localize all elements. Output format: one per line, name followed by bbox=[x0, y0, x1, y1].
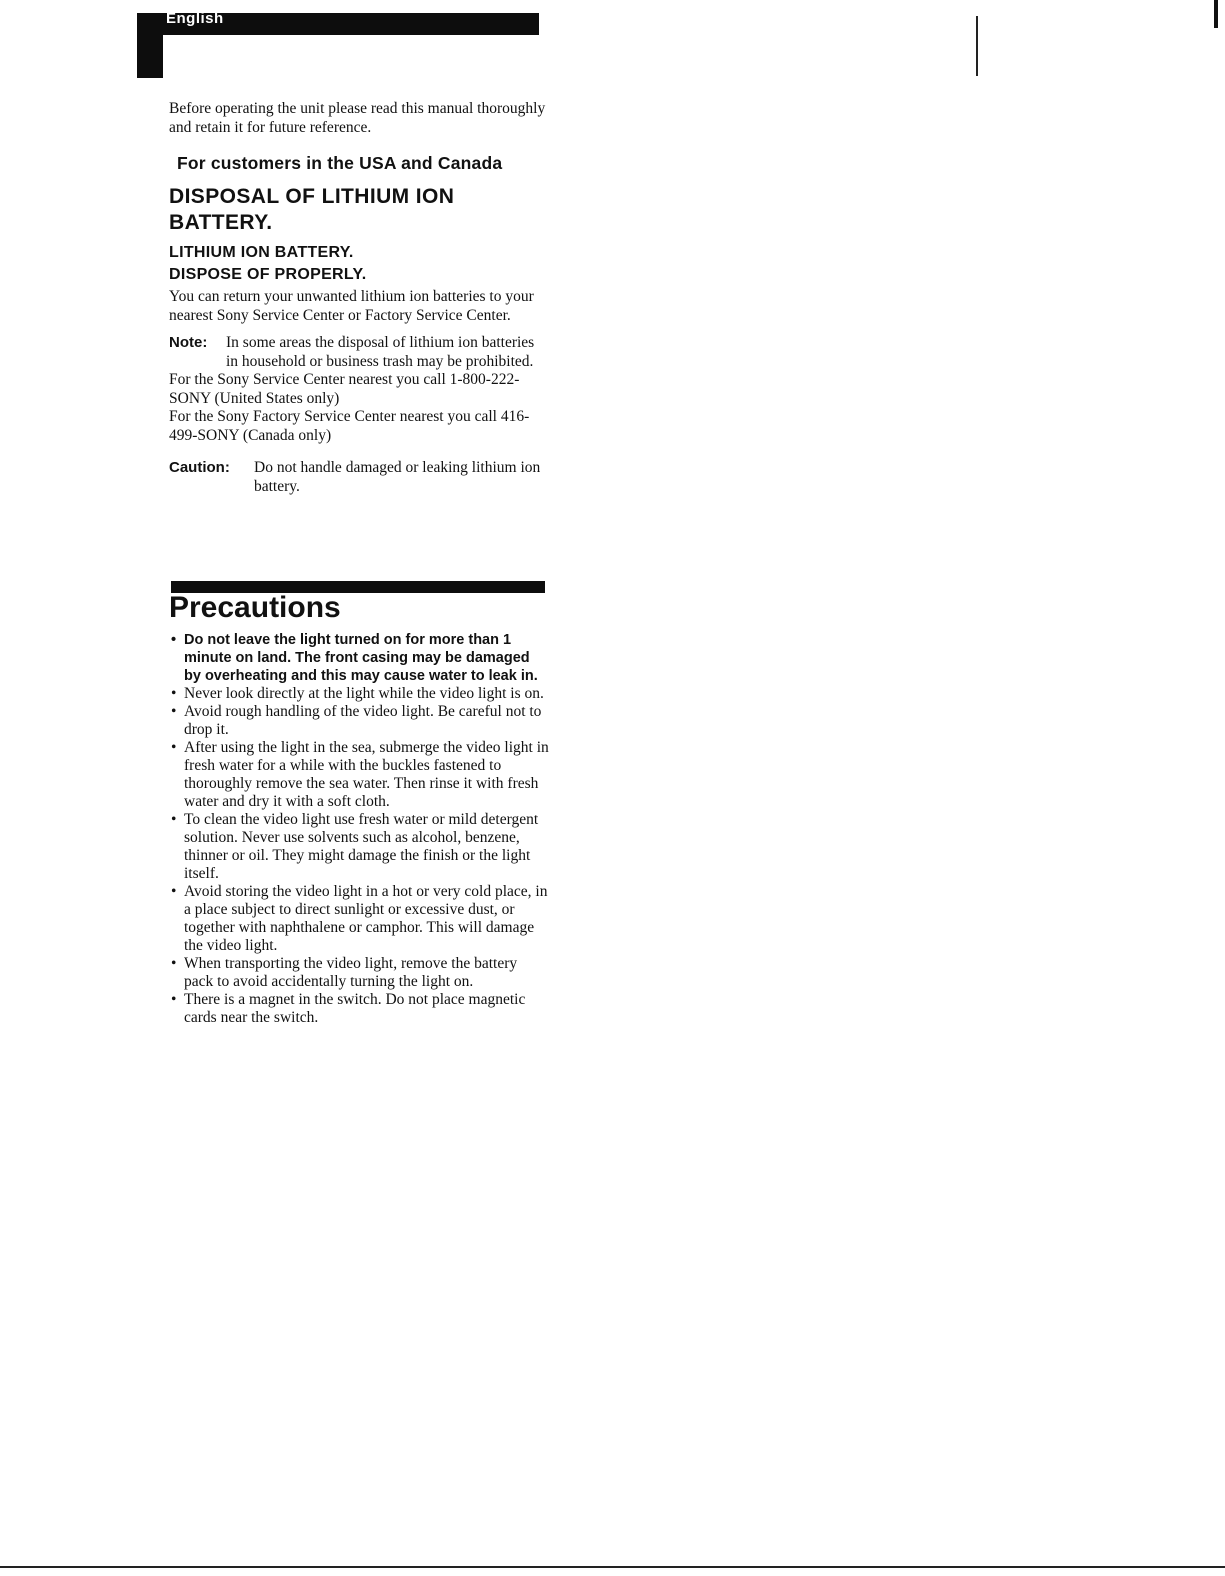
bullet-icon: • bbox=[171, 632, 177, 648]
list-item-text: Never look directly at the light while the video light is on. bbox=[184, 685, 544, 702]
disposal-section bbox=[169, 100, 549, 496]
language-header-tab bbox=[137, 13, 163, 78]
bullet-icon: • bbox=[171, 883, 177, 900]
disposal-heading: DISPOSAL OF LITHIUM ION BATTERY. bbox=[169, 185, 455, 234]
bullet-icon: • bbox=[171, 811, 177, 828]
disposal-body: You can return your unwanted lithium ion batteries to your nearest Sony Service Center or Factory Service Center. bbox=[169, 288, 534, 324]
intro-text: Before operating the unit please read this manual thoroughly and retain it for future reference. bbox=[169, 100, 546, 136]
list-item-text: Do not leave the light turned on for more than 1 minute on land. The front casing may be damaged by overheating and this may cause water to leak in. bbox=[184, 632, 538, 684]
bullet-icon: • bbox=[171, 991, 177, 1008]
contact-canada-text: For the Sony Factory Service Center nearest you call 416-499-SONY (Canada only) bbox=[169, 408, 530, 444]
caution-label: Caution: bbox=[169, 459, 230, 476]
note-label: Note: bbox=[169, 334, 208, 351]
page-bottom-rule bbox=[0, 1566, 1225, 1568]
scan-margin-line bbox=[976, 16, 978, 76]
list-item bbox=[171, 811, 549, 883]
list-item-text: There is a magnet in the switch. Do not place magnetic cards near the switch. bbox=[184, 991, 526, 1026]
list-item-text: After using the light in the sea, submerge the video light in fresh water for a while with the buckles fastened to thoroughly remove the sea water. Then rinse it with fresh water and dry it with a soft cloth. bbox=[184, 739, 549, 810]
caution-text: Do not handle damaged or leaking lithium ion battery. bbox=[254, 459, 541, 495]
list-item-text: To clean the video light use fresh water or mild detergent solution. Never use solvents such as alcohol, benzene, thinner or oil. They might damage the finish or the light itself. bbox=[184, 811, 539, 882]
page-edge-mark bbox=[1214, 0, 1218, 28]
precautions-list bbox=[171, 631, 549, 1027]
bullet-icon: • bbox=[171, 685, 177, 702]
list-item-text: When transporting the video light, remove the battery pack to avoid accidentally turning the light on. bbox=[184, 955, 518, 990]
caution-block bbox=[169, 459, 549, 496]
language-label: English bbox=[166, 10, 224, 27]
customers-heading: For customers in the USA and Canada bbox=[177, 153, 503, 173]
bullet-icon: • bbox=[171, 955, 177, 972]
bullet-icon: • bbox=[171, 703, 177, 720]
note-text: In some areas the disposal of lithium ion batteries in household or business trash may be prohibited. bbox=[226, 334, 535, 370]
list-item bbox=[171, 955, 549, 991]
disposal-subheading-battery: LITHIUM ION BATTERY. bbox=[169, 244, 354, 261]
list-item bbox=[171, 739, 549, 811]
bullet-icon: • bbox=[171, 739, 177, 756]
list-item bbox=[171, 703, 549, 739]
note-block bbox=[169, 334, 549, 371]
list-item bbox=[171, 991, 549, 1027]
disposal-subheading-dispose: DISPOSE OF PROPERLY. bbox=[169, 266, 367, 283]
list-item-text: Avoid storing the video light in a hot or very cold place, in a place subject to direct sunlight or excessive dust, or together with naphthalene or camphor. This will damage the video light. bbox=[184, 883, 548, 954]
list-item-text: Avoid rough handling of the video light. Be careful not to drop it. bbox=[184, 703, 542, 738]
contact-us-text: For the Sony Service Center nearest you call 1-800-222-SONY (United States only) bbox=[169, 371, 520, 407]
list-item bbox=[171, 685, 549, 703]
precautions-title: Precautions bbox=[169, 591, 341, 624]
list-item bbox=[171, 631, 549, 685]
list-item bbox=[171, 883, 549, 955]
